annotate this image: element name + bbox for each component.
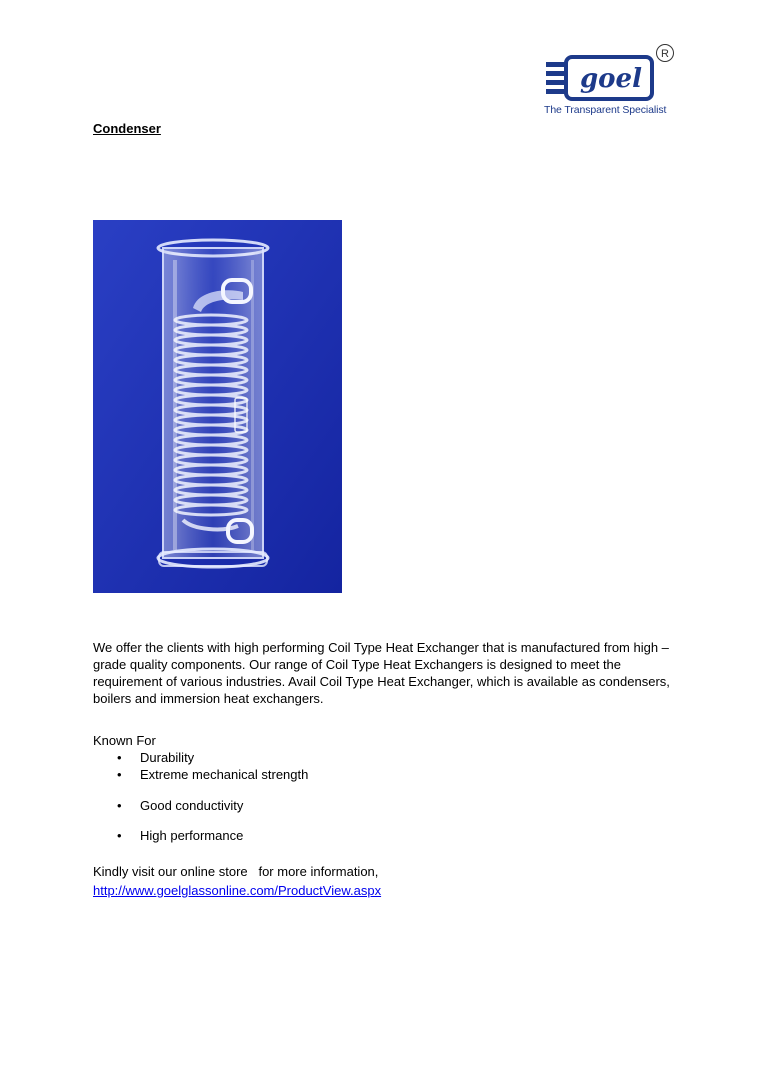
list-item-label: Durability bbox=[140, 750, 195, 765]
logo-tagline: The Transparent Specialist bbox=[544, 104, 667, 116]
product-description: We offer the clients with high performing Coil Type Heat Exchanger that is manufactured from high – grade quality components. Our range of Coil Type Heat Exchangers is designed to meet the requirement of various industries. Avail Coil Type Heat Exchanger, which is available as condensers, boilers and immersion heat exchangers. bbox=[93, 640, 670, 706]
bullet-icon: • bbox=[117, 750, 122, 765]
bullet-icon: • bbox=[117, 767, 122, 782]
svg-text:goel: goel bbox=[580, 64, 642, 94]
document-title: Condenser bbox=[93, 121, 161, 136]
product-photo bbox=[93, 220, 342, 593]
visit-store-text: Kindly visit our online store for more information, bbox=[93, 864, 379, 879]
list-item-label: Extreme mechanical strength bbox=[140, 767, 309, 782]
goel-logo-mark bbox=[544, 54, 656, 108]
bullet-icon: • bbox=[117, 828, 122, 843]
known-for-heading: Known For bbox=[93, 733, 156, 748]
coil-condenser-image bbox=[93, 220, 342, 593]
bullet-icon: • bbox=[117, 798, 122, 813]
store-link[interactable]: http://www.goelglassonline.com/ProductView.aspx bbox=[93, 883, 382, 898]
list-item-label: High performance bbox=[140, 828, 244, 843]
registered-mark: R bbox=[656, 44, 674, 62]
goel-logo bbox=[544, 44, 678, 120]
list-item-label: Good conductivity bbox=[140, 798, 244, 813]
